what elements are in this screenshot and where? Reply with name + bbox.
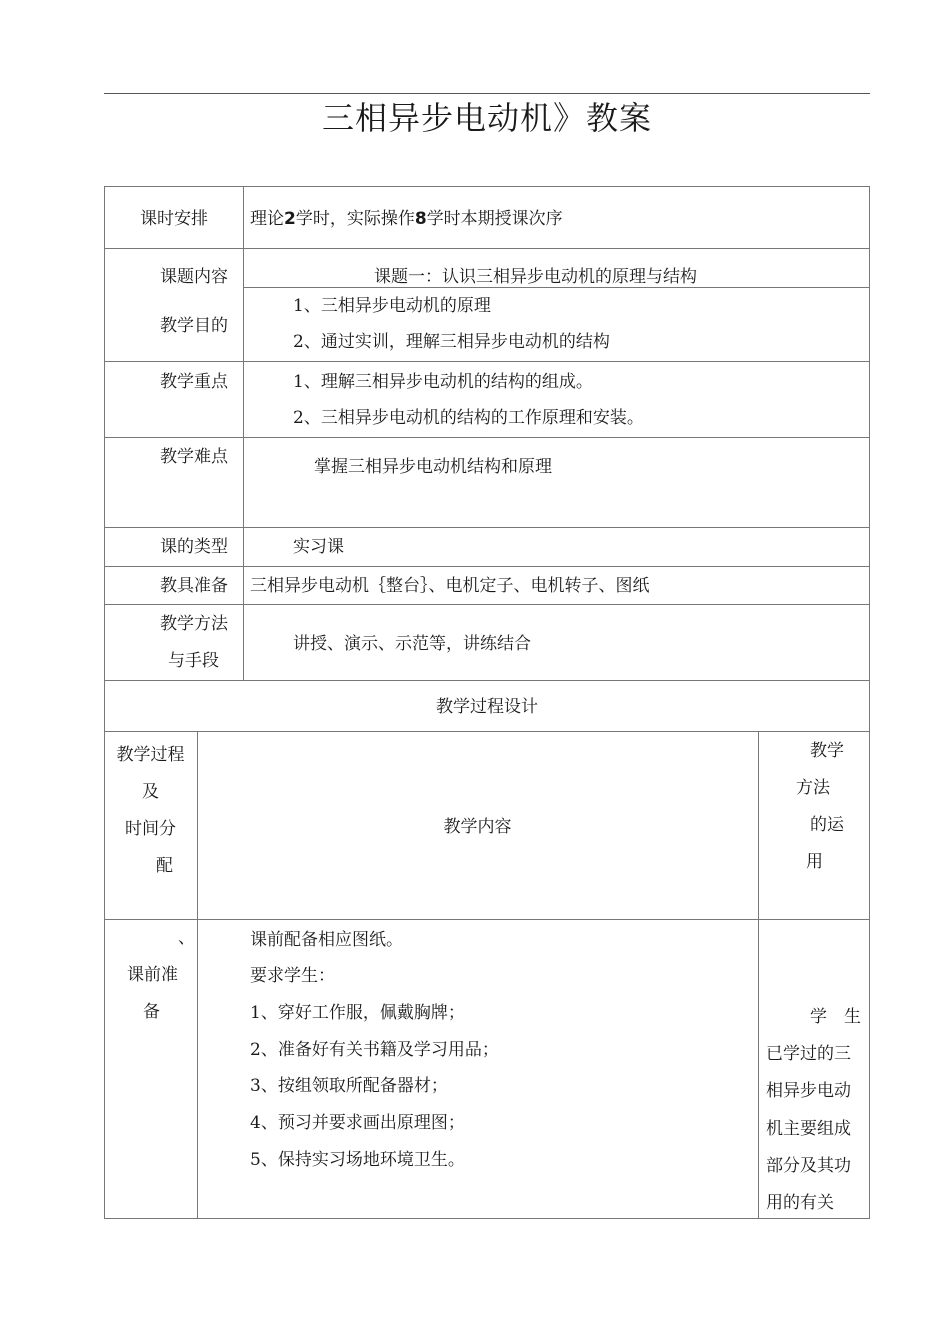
objective-item: 2、通过实训，理解三相异步电动机的结构: [293, 332, 610, 352]
stage-column-header: 及: [142, 782, 159, 802]
prep-content-line: 5、保持实习场地环境卫生。: [250, 1150, 465, 1170]
practice-hours: 8: [414, 209, 427, 229]
row-divider: [104, 361, 870, 362]
methods-value: 讲授、演示、示范等，讲练结合: [293, 634, 531, 654]
prep-content-line: 课前配备相应图纸。: [250, 930, 403, 950]
label-column-divider: [243, 186, 244, 680]
lesson-type-label: 课的类型: [160, 537, 228, 557]
difficulties-label: 教学难点: [160, 447, 228, 467]
schedule-label: 课时安排: [140, 209, 208, 229]
stage-column-divider: [197, 731, 198, 1218]
schedule-text-a: 理论: [250, 209, 284, 229]
key-points-label: 教学重点: [160, 372, 228, 392]
header-rule: [104, 93, 870, 94]
prep-method-line: 学 生: [810, 1007, 861, 1027]
prep-content-line: 4、预习并要求画出原理图；: [250, 1113, 465, 1133]
objectives-label: 教学目的: [160, 316, 228, 336]
row-divider: [104, 248, 870, 249]
table-border-bottom: [104, 1218, 870, 1219]
teaching-aids-value: 三相异步电动机｛整台｝、电机定子、电机转子、图纸: [250, 576, 650, 596]
objective-item: 1、三相异步电动机的原理: [293, 296, 491, 316]
prep-method-line: 已学过的三: [766, 1044, 851, 1064]
process-heading: 教学过程设计: [436, 697, 538, 717]
row-divider: [104, 437, 870, 438]
prep-content-line: 3、按组领取所配备器材；: [250, 1076, 448, 1096]
schedule-value: [250, 208, 563, 230]
theory-hours: 2: [284, 209, 296, 229]
topic-label: 课题内容: [160, 267, 228, 287]
page-title: 三相异步电动机》教案: [321, 99, 652, 137]
methods-label: 教学方法: [160, 614, 228, 634]
row-divider: [104, 566, 870, 567]
method-column-header: 的运: [810, 815, 844, 835]
lesson-type-value: 实习课: [293, 537, 344, 557]
prep-stage-label: 课前准: [127, 965, 178, 985]
stage-column-header: 时间分: [125, 819, 176, 839]
teaching-aids-label: 教具准备: [160, 576, 228, 596]
schedule-text-c: 学时本期授课次序: [426, 209, 563, 229]
row-divider: [104, 919, 870, 920]
method-column-header: 教学: [810, 741, 844, 761]
prep-method-line: 机主要组成: [766, 1119, 851, 1139]
methods-label: 与手段: [168, 651, 219, 671]
method-column-divider: [758, 731, 759, 1218]
key-point-item: 2、三相异步电动机的结构的工作原理和安装。: [293, 408, 644, 428]
prep-stage-mark: 、: [178, 928, 195, 948]
stage-column-header: 配: [156, 856, 173, 876]
prep-content-line: 要求学生：: [250, 966, 335, 986]
row-divider: [104, 527, 870, 528]
row-divider: [104, 731, 870, 732]
difficulties-value: 掌握三相异步电动机结构和原理: [314, 457, 552, 477]
prep-method-line: 用的有关: [766, 1193, 834, 1213]
prep-method-line: 部分及其功: [766, 1156, 851, 1176]
row-divider: [104, 604, 870, 605]
prep-content-line: 1、穿好工作服，佩戴胸牌；: [250, 1003, 465, 1023]
topic-value: 课题一：认识三相异步电动机的原理与结构: [374, 267, 697, 287]
prep-stage-label: 备: [143, 1002, 160, 1022]
table-border-top: [104, 186, 870, 187]
prep-content-line: 2、准备好有关书籍及学习用品；: [250, 1040, 499, 1060]
content-column-header: 教学内容: [443, 817, 512, 837]
schedule-text-b: 学时，实际操作: [295, 209, 415, 229]
method-column-header: 方法: [796, 778, 830, 798]
stage-column-header: 教学过程: [116, 745, 185, 765]
key-point-item: 1、理解三相异步电动机的结构的组成。: [293, 372, 593, 392]
method-column-header: 用: [806, 852, 823, 872]
prep-method-line: 相异步电动: [766, 1081, 851, 1101]
row-divider: [104, 680, 870, 681]
